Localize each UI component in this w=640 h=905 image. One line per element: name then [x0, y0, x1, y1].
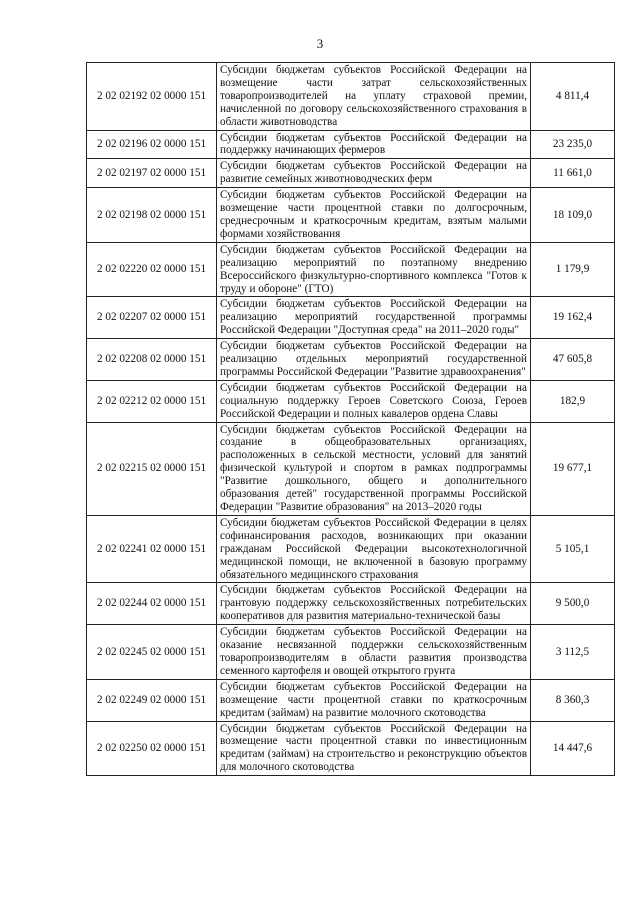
- amount-cell: 47 605,8: [531, 339, 615, 381]
- table-row: [87, 242, 615, 297]
- description-cell: Субсидии бюджетам субъектов Российской Федерации на возмещение части процентной ставки по инвестиционным кредитам (займам) на строительство и реконструкцию объектов для молочного скотоводства: [217, 721, 531, 776]
- description-cell: Субсидии бюджетам субъектов Российской Федерации на создание в общеобразовательных организациях, расположенных в сельской местности, условий для занятий физической культурой и спортом в рамках подпрограммы "Развитие дошкольного, общего и дополнительного образования детей" государственной программы Российской Федерации "Развитие образования" на 2013–2020 годы: [217, 422, 531, 515]
- description-cell: Субсидии бюджетам субъектов Российской Федерации на поддержку начинающих фермеров: [217, 130, 531, 159]
- amount-cell: 19 162,4: [531, 297, 615, 339]
- budget-code-cell: 2 02 02197 02 0000 151: [87, 159, 217, 188]
- amount-cell: 182,9: [531, 380, 615, 422]
- table-row: [87, 380, 615, 422]
- budget-code-cell: 2 02 02207 02 0000 151: [87, 297, 217, 339]
- amount-cell: 4 811,4: [531, 63, 615, 131]
- budget-code-cell: 2 02 02212 02 0000 151: [87, 380, 217, 422]
- amount-cell: 18 109,0: [531, 188, 615, 243]
- budget-code-cell: 2 02 02192 02 0000 151: [87, 63, 217, 131]
- description-cell: Субсидии бюджетам субъектов Российской Федерации на реализацию мероприятий государственной программы Российской Федерации "Доступная среда" на 2011–2020 годы": [217, 297, 531, 339]
- budget-code-cell: 2 02 02220 02 0000 151: [87, 242, 217, 297]
- description-cell: Субсидии бюджетам субъектов Российской Федерации на возмещение части процентной ставки по краткосрочным кредитам (займам) на развитие молочного скотоводства: [217, 679, 531, 721]
- description-cell: Субсидии бюджетам субъектов Российской Федерации на реализацию отдельных мероприятий государственной программы Российской Федерации "Развитие здравоохранения": [217, 339, 531, 381]
- table-row: [87, 422, 615, 515]
- description-cell: Субсидии бюджетам субъектов Российской Федерации на развитие семейных животноводческих ферм: [217, 159, 531, 188]
- table-row: [87, 339, 615, 381]
- amount-cell: 11 661,0: [531, 159, 615, 188]
- table-row: [87, 679, 615, 721]
- amount-cell: 8 360,3: [531, 679, 615, 721]
- description-cell: Субсидии бюджетам субъектов Российской Федерации в целях софинансирования расходов, возникающих при оказании гражданам Российской Федерации высокотехнологичной медицинской помощи, не включенной в базовую программу обязательного медицинского страхования: [217, 515, 531, 583]
- amount-cell: 5 105,1: [531, 515, 615, 583]
- budget-code-cell: 2 02 02215 02 0000 151: [87, 422, 217, 515]
- amount-cell: 3 112,5: [531, 625, 615, 680]
- budget-code-cell: 2 02 02208 02 0000 151: [87, 339, 217, 381]
- description-cell: Субсидии бюджетам субъектов Российской Федерации на оказание несвязанной поддержки сельскохозяйственным товаропроизводителям в области развития производства семенного картофеля и овощей открытого грунта: [217, 625, 531, 680]
- table-row: [87, 188, 615, 243]
- table-row: [87, 130, 615, 159]
- description-cell: Субсидии бюджетам субъектов Российской Федерации на возмещение части процентной ставки по долгосрочным, среднесрочным и краткосрочным кредитам, взятым малыми формами хозяйствования: [217, 188, 531, 243]
- table-row: [87, 297, 615, 339]
- budget-code-cell: 2 02 02198 02 0000 151: [87, 188, 217, 243]
- description-cell: Субсидии бюджетам субъектов Российской Федерации на социальную поддержку Героев Советского Союза, Героев Российской Федерации и полных кавалеров ордена Славы: [217, 380, 531, 422]
- amount-cell: 1 179,9: [531, 242, 615, 297]
- amount-cell: 23 235,0: [531, 130, 615, 159]
- amount-cell: 19 677,1: [531, 422, 615, 515]
- budget-subsidies-table: [86, 62, 615, 776]
- amount-cell: 9 500,0: [531, 583, 615, 625]
- description-cell: Субсидии бюджетам субъектов Российской Федерации на грантовую поддержку сельскохозяйственных потребительских кооперативов для развития материально-технической базы: [217, 583, 531, 625]
- budget-code-cell: 2 02 02245 02 0000 151: [87, 625, 217, 680]
- budget-code-cell: 2 02 02244 02 0000 151: [87, 583, 217, 625]
- budget-code-cell: 2 02 02249 02 0000 151: [87, 679, 217, 721]
- budget-code-cell: 2 02 02196 02 0000 151: [87, 130, 217, 159]
- table-row: [87, 721, 615, 776]
- table-row: [87, 583, 615, 625]
- description-cell: Субсидии бюджетам субъектов Российской Федерации на возмещение части затрат сельскохозяйственных товаропроизводителей на уплату страховой премии, начисленной по договору сельскохозяйственного страхования в области животноводства: [217, 63, 531, 131]
- page-number: 3: [316, 36, 324, 51]
- table-row: [87, 63, 615, 131]
- budget-code-cell: 2 02 02250 02 0000 151: [87, 721, 217, 776]
- budget-code-cell: 2 02 02241 02 0000 151: [87, 515, 217, 583]
- description-cell: Субсидии бюджетам субъектов Российской Федерации на реализацию мероприятий по поэтапному внедрению Всероссийского физкультурно-спортивного комплекса "Готов к труду и обороне" (ГТО): [217, 242, 531, 297]
- table-row: [87, 625, 615, 680]
- table-row: [87, 159, 615, 188]
- amount-cell: 14 447,6: [531, 721, 615, 776]
- table-row: [87, 515, 615, 583]
